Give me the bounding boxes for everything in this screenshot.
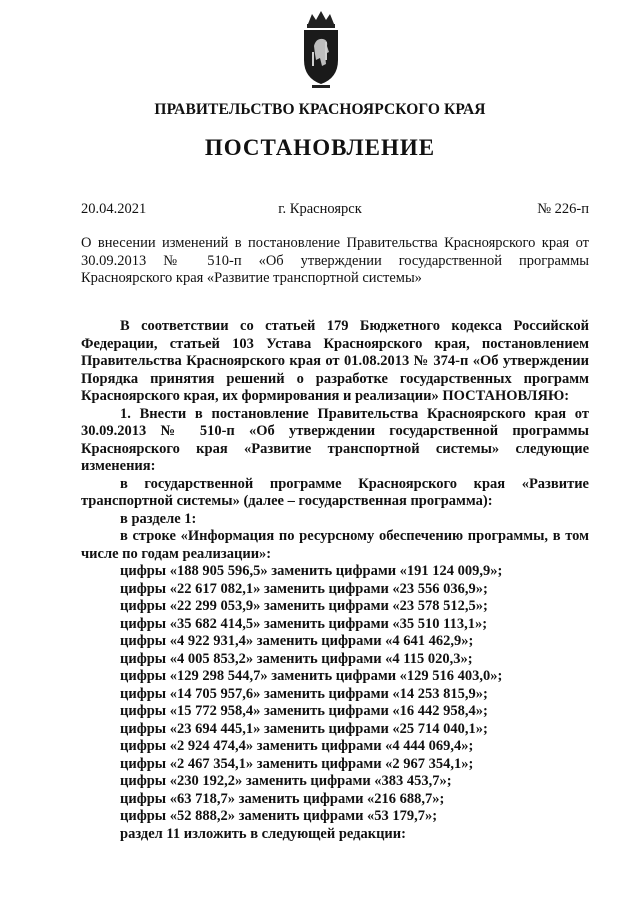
- replacement-item: цифры «4 922 931,4» заменить цифрами «4 641 462,9»;: [120, 633, 474, 649]
- document-city: г. Красноярск: [278, 201, 362, 217]
- replacement-item: цифры «23 694 445,1» заменить цифрами «25 714 040,1»;: [120, 720, 488, 737]
- replacement-item: цифры «4 005 853,2» заменить цифрами «4 115 020,3»;: [120, 650, 473, 667]
- replacement-item: цифры «52 888,2» заменить цифрами «53 179,7»;: [120, 808, 438, 824]
- document-type: ПОСТАНОВЛЕНИЕ: [204, 135, 436, 160]
- preamble-paragraph: В соответствии со статьей 179 Бюджетного кодекса Российской Федерации, статьей 103 Устава Красноярского края, постановлением Правительства Красноярского края от 01.08.2013 № 374-п «Об утверждении Порядка принятия решений о разработке государственных программ Красноярского края, их формирования и реализации» ПОСТАНОВЛЯЮ:: [81, 318, 589, 404]
- replacement-item: цифры «35 682 414,5» заменить цифрами «35 510 113,1»;: [120, 615, 488, 632]
- replacement-item: цифры «22 299 053,9» заменить цифрами «23 578 512,5»;: [120, 598, 488, 614]
- replacement-item: цифры «230 192,2» заменить цифрами «383 453,7»;: [120, 773, 452, 789]
- replacement-item: цифры «2 924 474,4» заменить цифрами «4 444 069,4»;: [120, 738, 474, 754]
- row-info-paragraph: в строке «Информация по ресурсному обеспечению программы, в том числе по годам реализации»:: [81, 528, 589, 562]
- replacement-list: [81, 563, 589, 826]
- coat-of-arms-emblem: [298, 8, 344, 90]
- replacement-item: цифры «14 705 957,6» заменить цифрами «14 253 815,9»;: [120, 685, 488, 702]
- replacement-item: цифры «63 718,7» заменить цифрами «216 688,7»;: [120, 790, 445, 807]
- replacement-item: цифры «22 617 082,1» заменить цифрами «23 556 036,9»;: [120, 580, 488, 597]
- section-1-line: в разделе 1:: [120, 510, 197, 527]
- document-subject: О внесении изменений в постановление Правительства Красноярского края от 30.09.2013 № 510-п «Об утверждении государственной программы Красноярского края «Развитие транспортной системы»: [81, 235, 589, 286]
- replacement-item: цифры «15 772 958,4» заменить цифрами «16 442 958,4»;: [120, 703, 488, 719]
- item-1-paragraph: 1. Внести в постановление Правительства Красноярского края от 30.09.2013 № 510-п «Об утверждении государственной программы Красноярского края «Развитие транспортной системы» следующие изменения:: [81, 405, 589, 474]
- document-number: № 226-п: [537, 201, 589, 217]
- replacement-item: цифры «188 905 596,5» заменить цифрами «191 124 009,9»;: [120, 563, 503, 579]
- replacement-item: цифры «2 467 354,1» заменить цифрами «2 967 354,1»;: [120, 755, 474, 772]
- program-paragraph: в государственной программе Красноярского края «Развитие транспортной системы» (далее – государственная программа):: [81, 475, 589, 509]
- section-11-line: раздел 11 изложить в следующей редакции:: [120, 825, 406, 842]
- document-date: 20.04.2021: [81, 201, 147, 217]
- government-name: ПРАВИТЕЛЬСТВО КРАСНОЯРСКОГО КРАЯ: [154, 101, 486, 118]
- document-body: [81, 318, 589, 843]
- replacement-item: цифры «129 298 544,7» заменить цифрами «129 516 403,0»;: [120, 668, 503, 684]
